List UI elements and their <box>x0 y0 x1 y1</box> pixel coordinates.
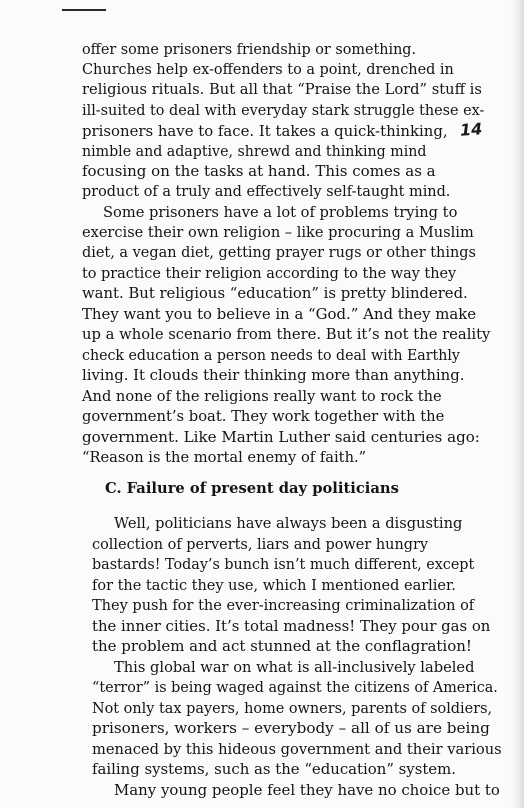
text-line: Churches help ex-offenders to a point, drenched in <box>82 60 454 78</box>
text-line: to practice their religion according to the way they <box>82 264 457 282</box>
text-line: Many young people feel they have no choice but to <box>114 781 500 799</box>
text-line: “terror” is being waged against the citizens of America. <box>92 678 498 696</box>
text-line: focusing on the tasks at hand. This comes as a <box>82 162 436 180</box>
text-line: diet, a vegan diet, getting prayer rugs or other things <box>82 243 476 261</box>
text-line: collection of perverts, liars and power hungry <box>92 535 429 553</box>
text-line: exercise their own religion – like procuring a Muslim <box>82 223 474 241</box>
text-line: Not only tax payers, home owners, parents of soldiers, <box>92 699 493 717</box>
text-line: And none of the religions really want to rock the <box>82 387 442 405</box>
text-line: They push for the ever-increasing criminalization of <box>92 596 475 614</box>
text-line: want. But religious “education” is pretty blindered. <box>82 284 468 302</box>
scan-edge-shadow <box>510 0 524 808</box>
text-line: They want you to believe in a “God.” And they make <box>82 305 477 323</box>
text-line: check education a person needs to deal with Earthly <box>82 346 460 364</box>
text-line: failing systems, such as the “education” system. <box>92 760 456 778</box>
handwritten-page-note: 14 <box>459 119 483 140</box>
text-line: the problem and act stunned at the conflagration! <box>92 637 472 655</box>
text-line: “Reason is the mortal enemy of faith.” <box>82 448 367 466</box>
text-line: offer some prisoners friendship or something. <box>82 40 417 58</box>
text-line: the inner cities. It’s total madness! They pour gas on <box>92 617 491 635</box>
text-line: prisoners, workers – everybody – all of us are being <box>92 719 490 737</box>
text-line: Well, politicians have always been a disgusting <box>114 514 463 532</box>
text-line: nimble and adaptive, shrewd and thinking mind <box>82 142 427 160</box>
text-line: up a whole scenario from there. But it’s not the reality <box>82 325 491 343</box>
text-line: prisoners have to face. It takes a quick-thinking, <box>82 122 448 140</box>
text-line: government’s boat. They work together with the <box>82 407 445 425</box>
text-line: government. Like Martin Luther said centuries ago: <box>82 428 480 446</box>
text-line: Some prisoners have a lot of problems trying to <box>103 203 458 221</box>
text-line: bastards! Today’s bunch isn’t much different, except <box>92 555 475 573</box>
section-heading: C. Failure of present day politicians <box>105 480 399 497</box>
text-line: product of a truly and effectively self-taught mind. <box>82 182 451 200</box>
text-line: religious rituals. But all that “Praise the Lord” stuff is <box>82 80 482 98</box>
header-rule <box>62 9 106 11</box>
text-line: menaced by this hideous government and their various <box>92 740 502 758</box>
text-line: ill-suited to deal with everyday stark struggle these ex- <box>82 101 485 119</box>
text-line: for the tactic they use, which I mentioned earlier. <box>92 576 456 594</box>
text-line: This global war on what is all-inclusively labeled <box>114 658 475 676</box>
text-line: living. It clouds their thinking more than anything. <box>82 366 465 384</box>
